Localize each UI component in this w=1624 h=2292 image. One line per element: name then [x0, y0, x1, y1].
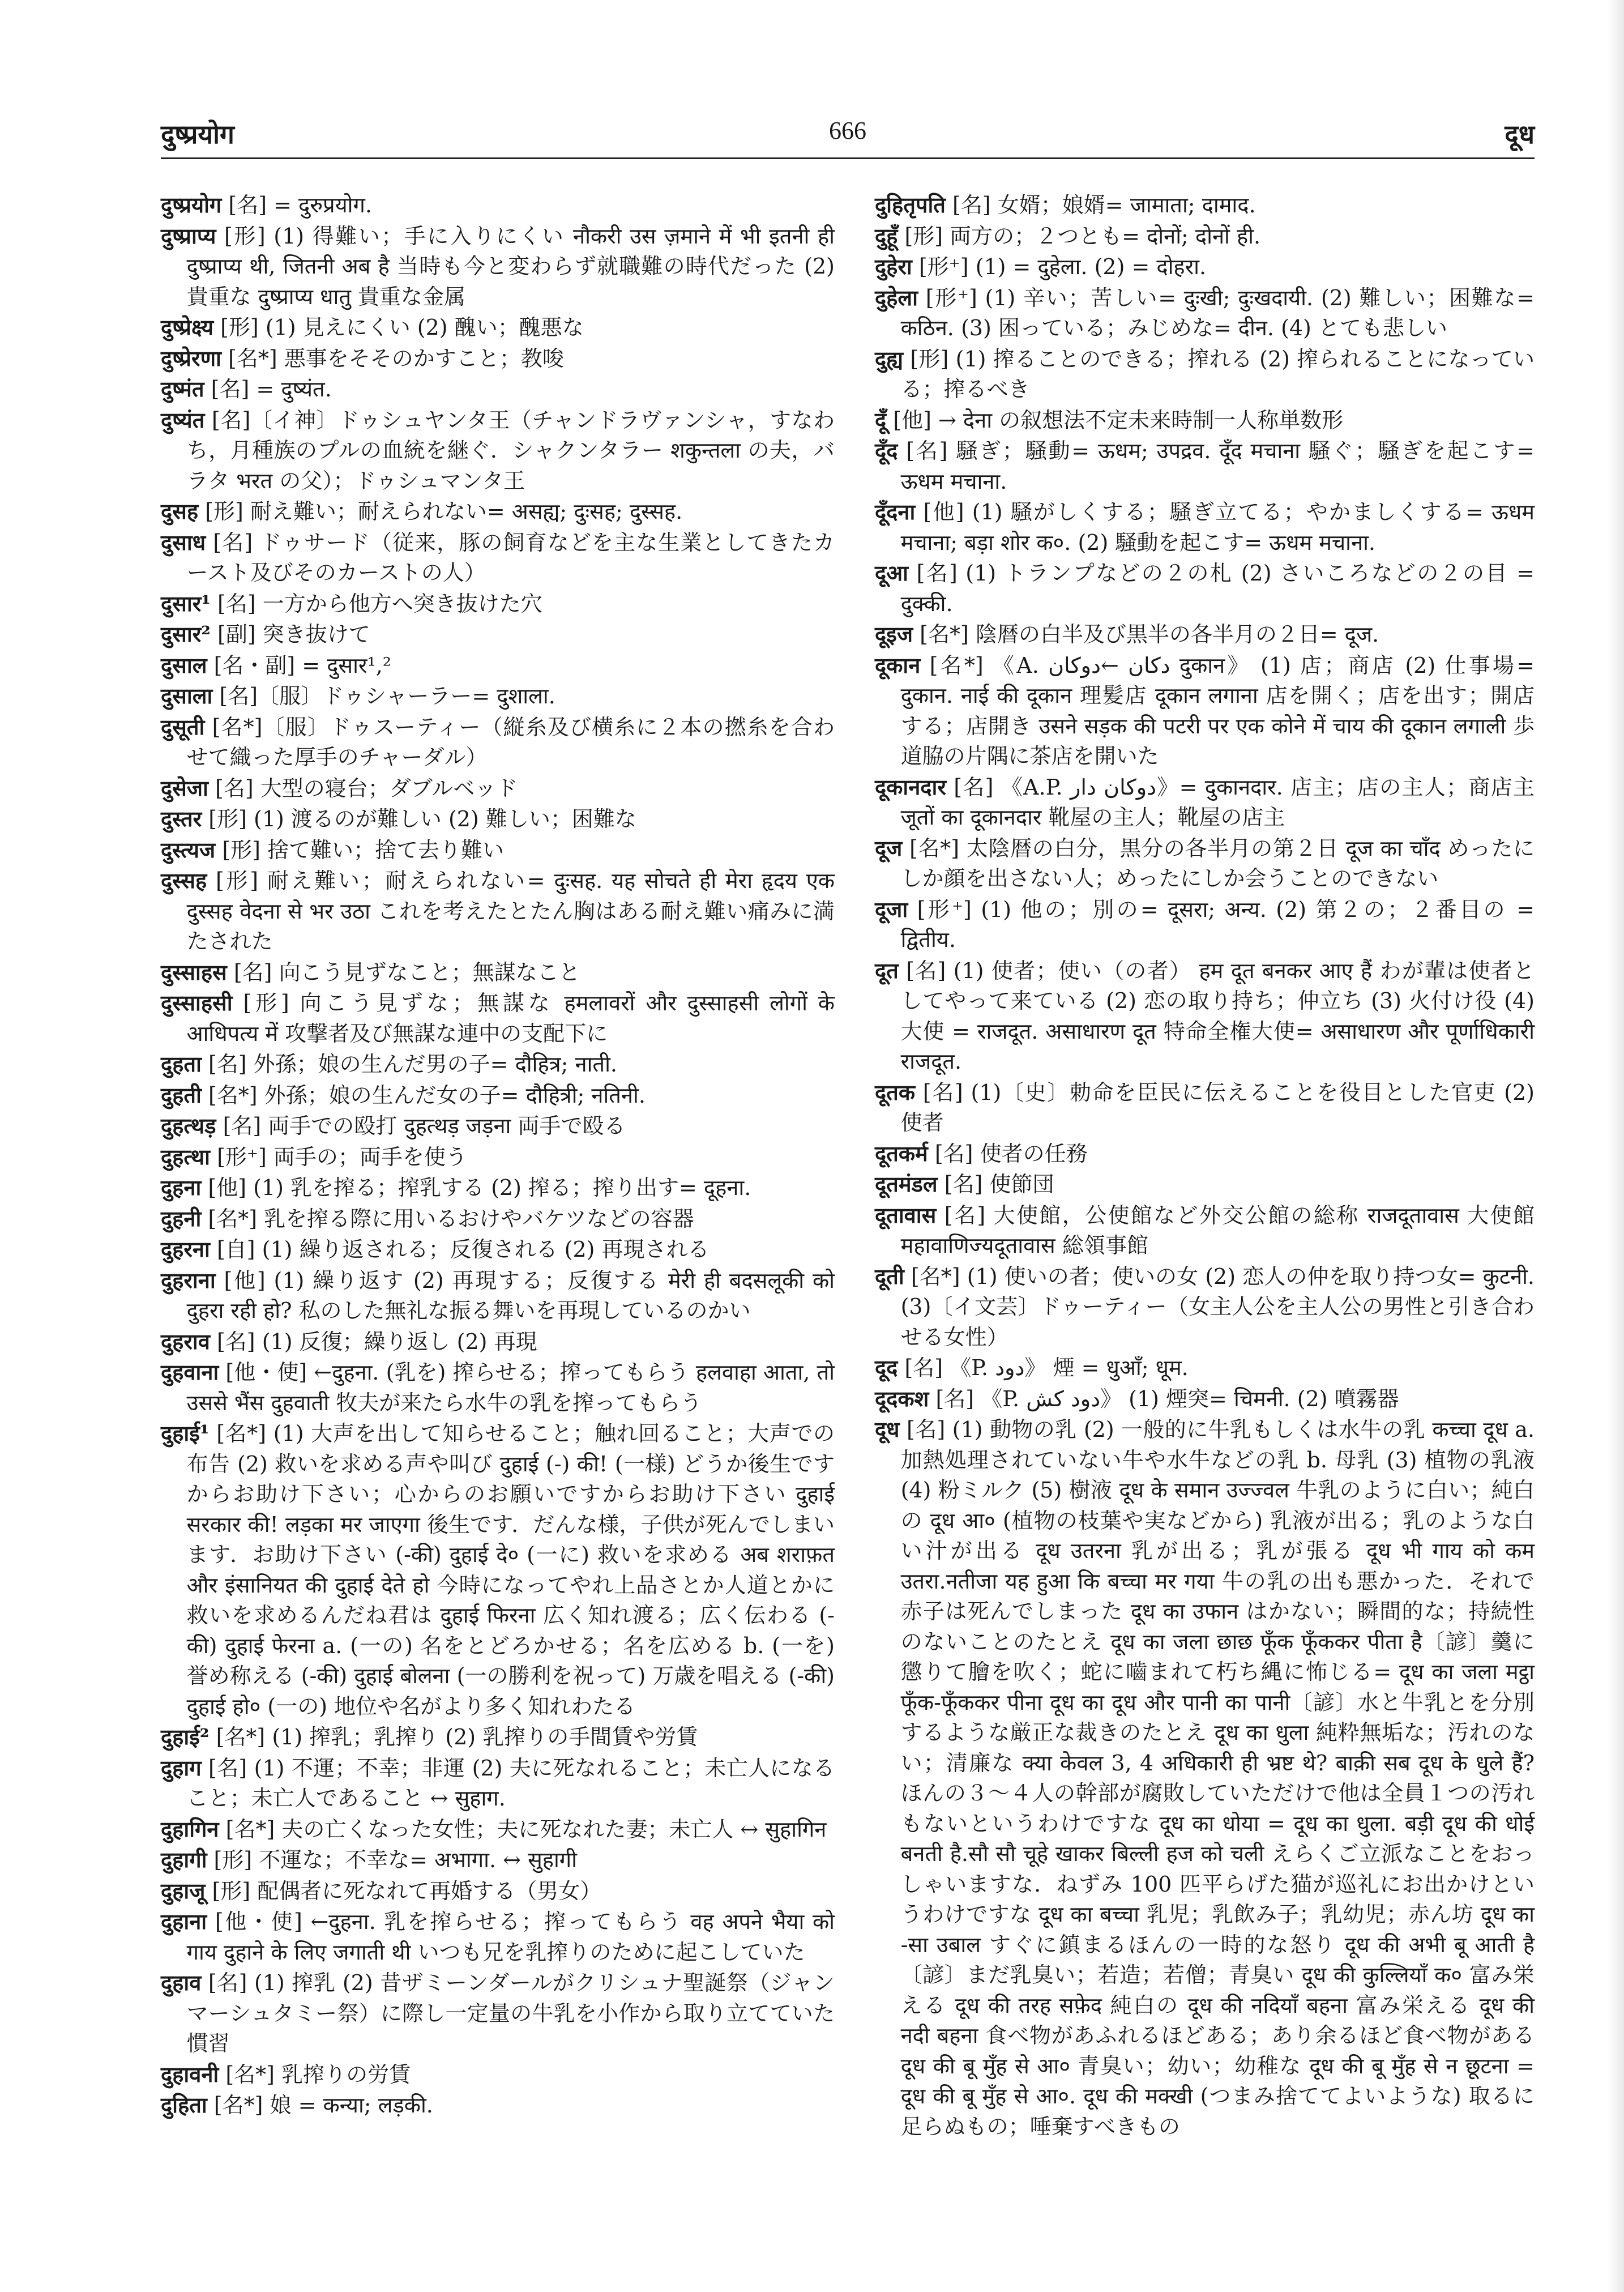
dictionary-entry — [161, 1111, 835, 1142]
definition: [形] 耐え難い；耐えられない= दुःसह. यह सोचते ही मेरा हृदय एक दुस्सह वेदना से भर उठा これを考えたとたん胸はある耐え難い痛みに満たされた — [186, 868, 835, 954]
definition: [名*] 陰暦の白半及び黒半の各半月の２日= दूज. — [920, 622, 1379, 647]
headword: दुस्सह — [161, 868, 207, 893]
definition: [名] = दुरुप्रयोग. — [228, 193, 372, 217]
headword: दुहागी — [161, 1847, 207, 1872]
dictionary-entry — [875, 283, 1535, 344]
headword: दुस्तर — [161, 806, 202, 831]
headword: दूज — [875, 835, 903, 861]
dictionary-entry — [161, 405, 835, 497]
definition: [形⁺] (1) 他の；別の= दूसरा; अन्य. (2) 第２の；２番目の = द्वितीय. — [900, 897, 1535, 952]
definition: [形] 向こう見ずな；無謀な हमलावरों और दुस्साहसी लोगों के आधिपत्य में 攻撃者及び無謀な連中の支配下に — [186, 991, 835, 1046]
dictionary-entry — [161, 1967, 835, 2059]
dictionary-entry — [875, 1169, 1535, 1200]
dictionary-entry — [875, 772, 1535, 833]
headword: दुहूँ — [875, 223, 898, 249]
headword: दूतकर्म — [875, 1140, 928, 1166]
definition: [名] (1)〔史〕勅命を臣民に伝えることを役目とした官吏 (2) 使者 — [900, 1079, 1535, 1135]
dictionary-entry — [161, 374, 835, 405]
definition: [他] (1) 乳を搾る；搾乳する (2) 搾る；搾り出す= दूहना. — [208, 1175, 751, 1200]
headword: दुहवाना — [161, 1359, 219, 1385]
dictionary-entry — [161, 221, 835, 313]
definition: [名・副] = दुसार¹,² — [213, 652, 392, 678]
headword: दुहराव — [161, 1328, 210, 1354]
headword: दुहाना — [161, 1909, 207, 1934]
headword: दूती — [875, 1263, 904, 1289]
definition: [名] (1) 搾乳 (2) 昔ザミーンダールがクリシュナ聖誕祭（ジャンマーシュタミー祭）に際し一定量の牛乳を小作から取り立てていた慣習 — [186, 1970, 835, 2056]
definition: [名*] 悪事をそそのかすこと；教唆 — [228, 345, 564, 371]
dictionary-entry — [161, 343, 835, 374]
definition: [名] (1) 動物の乳 (2) 一般的に牛乳もしくは水牛の乳 कच्चा दूध a. 加熱処理されていない牛や水牛などの乳 b. 母乳 (3) 植物の乳液 (4) 粉ミルク (5) 樹液 दूध के समान उज्ज्वल 牛乳のように白い；純白の दूध आ० (植物の枝葉や実などから) 乳液が出る；乳のような白い汁が出る दूध उतरना 乳が出る；乳が張る दूध भी गाय को कम उतरा.नतीजा यह हुआ कि बच्चा मर गया 牛の乳の出も悪かった．それで赤子は死んでしまった दूध का उफान はかない；瞬間的な；持続性のないことのたとえ दूध का जला छाछ फूँक फूँककर पीता है〔諺〕羹に懲りて膾を吹く；蛇に嚙まれて朽ち縄に怖じる= दूध का जला मट्ठा फूँक-फूँककर पीना दूध का दूध और पानी का पानी〔諺〕水と牛乳とを分別するような厳正な裁きのたとえ दूध का धुला 純粋無垢な；汚れのない；清廉な क्या केवल 3, 4 अधिकारी ही भ्रष्ट थे? बाक़ी सब दूध के धुले हैं? ほんの３〜４人の幹部が腐敗していただけで他は全員１つの汚れもないというわけですな दूध का धोया = दूध का धुला. बड़ी दूध की धोई बनती है.सौ सौ चूहे खाकर बिल्ली हज को चली えらくご立派なことをおっしゃいますな．ねずみ 100 匹平らげた猫が巡礼にお出かけというわけですな दूध का बच्चा 乳児；乳飲み子；乳幼児；赤ん坊 दूध का -सा उबाल すぐに鎮まるほんの一時的な怒り दूध की अभी बू आती है〔諺〕まだ乳臭い；若造；若僧；青臭い दूध की कुल्लियाँ क० 富み栄える दूध की तरह सफ़ेद 純白の दूध की नदियाँ बहना 富み栄える दूध की नदी बहना 食べ物があふれるほどある；あり余るほど食べ物がある दूध की बू मुँह से आ० 青臭い；幼い；幼稚な दूध की बू मुँह से न छूटना = दूध की बू मुँह से आ०. दूध की मक्खी (つまみ捨ててよいような) 取るに足らぬもの；唾棄すべきもの — [900, 1417, 1535, 2139]
headword: दुष्मंत — [161, 376, 204, 402]
definition: [名] 大型の寝台；ダブルベッド — [215, 775, 518, 801]
definition: [名*] 《A. دكان ←دوكان दुकान》 (1) 店；商店 (2) 仕事場= दुकान. नाई की दूकान 理髪店 दूकान लगाना 店を開く；店を出す；開店する；店開き उसने सड़क की पटरी पर एक कोने में चाय की दूकान लगाली 歩道脇の片隅に茶店を開いた — [900, 652, 1535, 769]
headword: दुहना — [161, 1175, 202, 1200]
dictionary-entry — [161, 1265, 835, 1326]
definition: [名*] 夫の亡くなった女性；夫に死なれた妻；未亡人 ↔ सुहागिन — [225, 1816, 827, 1842]
headword: दूद — [875, 1355, 898, 1380]
headword: दुष्प्रेरणा — [161, 345, 221, 371]
headword: दूकानदार — [875, 774, 946, 800]
definition: [形] 両方の；２つとも= दोनों; दोनों ही. — [904, 223, 1261, 249]
dictionary-entry — [875, 405, 1535, 436]
headword: दूआ — [875, 560, 909, 586]
definition: [名]〔イ神〕ドゥシュヤンタ王（チャンドラヴァンシャ，すなわち，月種族のプルの血統を継ぐ．シャクンタラー शकुन्तला の夫，バラタ भरत の父）；ドゥシュマンタ王 — [186, 407, 835, 493]
headword: दुसाल — [161, 652, 207, 678]
dictionary-entry — [161, 1876, 835, 1907]
definition: [名*] (1) 搾乳；乳搾り (2) 乳搾りの手間賃や労賃 — [216, 1725, 698, 1749]
headword: दूकान — [875, 652, 921, 678]
headword: दूतावास — [875, 1202, 937, 1228]
dictionary-entry — [875, 1384, 1535, 1415]
dictionary-entry — [161, 1172, 835, 1203]
headword: दुह्य — [875, 345, 904, 372]
definition: [名*] (1) 大声を出して知らせること；触れ回ること；大声での布告 (2) 救いを求める声や叫び दुहाई (-) की! (一様) どうか後生ですからお助け下さい；心からのお願いですからお助け下さい दुहाई सरकार की! लड़का मर जाएगा 後生です．だんな様，子供が死んでしまいます．お助け下さい (-की) दुहाई दे० (一に) 救いを求める अब शराफ़त और इंसानियत की दुहाई देते हो 今時になってやれ上品さとか人道とかに救いを求めるんだね君は दुहाई फिरना 広く知れ渡る；広く伝わる (-की) दुहाई फेरना a. (一の) 名をとどろかせる；名を広める b. (一を) 誉め称える (-की) दुहाई बोलना (一の勝利を祝って) 万歳を唱える (-की) दुहाई हो० (一の) 地位や名がより多く知れわたる — [186, 1421, 835, 1719]
dictionary-entry — [875, 558, 1535, 619]
dictionary-entry — [161, 1203, 835, 1235]
dictionary-entry — [161, 312, 835, 343]
definition: [形] 耐え難い；耐えられない= असह्य; दुःसह; दुस्सह. — [205, 499, 683, 524]
headword: दुहरना — [161, 1236, 210, 1262]
dictionary-entry — [161, 773, 835, 804]
definition: [形] (1) 得難い；手に入りにくい नौकरी उस ज़माने में भी इतनी ही दुष्प्राप्य थी, जितनी अब है 当時も今と変わらず就職難の時代だった (2) 貴重な दुष्प्राप्य धातु 貴重な金属 — [186, 223, 835, 309]
page-header — [161, 116, 1535, 156]
headword: दूदकश — [875, 1385, 929, 1411]
definition: [名*] 外孫；娘の生んだ女の子= दौहित्री; नतिनी. — [208, 1082, 646, 1108]
definition: [名] 女婿；娘婿= जामाता; दामाद. — [952, 193, 1256, 217]
dictionary-entry — [875, 1138, 1535, 1170]
left-guide-word: दुष्प्रयोग — [161, 119, 234, 150]
definition: [名*] (1) 使いの者；使いの女 (2) 恋人の仲を取り持つ女= कुटनी. (3)〔イ文芸〕ドゥーティー（女主人公を主人公の男性と引き合わせる女性） — [900, 1264, 1535, 1350]
headword: दुस्साहस — [161, 959, 227, 985]
headword: दूजा — [875, 896, 908, 922]
headword: दुहाग — [161, 1755, 202, 1781]
dictionary-entry — [161, 527, 835, 588]
definition: [他・使] ←दुहना. (乳を) 搾らせる；搾ってもらう हलवाहा आता, तो उससे भैंस दुहवाती 牧夫が来たら水牛の乳を搾ってもらう — [186, 1360, 835, 1415]
dictionary-entry — [161, 1906, 835, 1967]
dictionary-entry — [161, 496, 835, 527]
dictionary-entry — [875, 251, 1535, 283]
dictionary-entry — [161, 1049, 835, 1080]
dictionary-entry — [161, 2090, 835, 2121]
page-number: 666 — [829, 117, 866, 144]
dictionary-entry — [161, 865, 835, 957]
headword: दुष्प्रयोग — [161, 192, 222, 217]
headword: दूतक — [875, 1079, 916, 1105]
right-guide-word: दूध — [1505, 119, 1535, 150]
headword: दुसार¹ — [161, 590, 211, 616]
headword: दुसह — [161, 498, 199, 524]
dictionary-entry — [875, 1200, 1535, 1261]
headword: दुहाई² — [161, 1724, 210, 1749]
headword: दुस्साहसी — [161, 990, 233, 1015]
definition: [名] 外孫；娘の生んだ男の子= दौहित्र; नाती. — [208, 1052, 618, 1077]
definition: [名] (1) 反復；繰り返し (2) 再現 — [216, 1329, 537, 1354]
headword: दुहनी — [161, 1205, 202, 1231]
definition: [名] 使節団 — [944, 1172, 1054, 1197]
definition: [名] 《A.P. دوکان دار》= दुकानदार. 店主；店の主人；商店主 जूतों का दूकानदार 靴屋の主人；靴屋の店主 — [900, 774, 1535, 830]
definition: [名*]〔服〕ドゥスーティー（縦糸及び横糸に２本の撚糸を合わせて織った厚手のチャーダル） — [186, 714, 835, 770]
dictionary-entry — [161, 1142, 835, 1173]
definition: [名] ドゥサード（従来，豚の飼育などを主な生業としてきたカースト及びそのカーストの人） — [186, 530, 835, 585]
definition: [形⁺] 両手の；両手を使う — [217, 1144, 467, 1170]
definition: [自] (1) 繰り返される；反復される (2) 再現される — [216, 1237, 710, 1262]
definition: [名] 両手での殴打 दुहत्थड़ जड़ना 両手で殴る — [223, 1113, 626, 1138]
dictionary-entry — [161, 588, 835, 620]
definition: [形] 配偶者に死なれて再婚する（男女） — [212, 1878, 602, 1903]
right-column — [875, 190, 1535, 2142]
headword: दुष्प्रेक्ष्य — [161, 314, 213, 340]
headword: दुसाध — [161, 529, 206, 555]
dictionary-entry — [161, 1814, 835, 1845]
dictionary-entry — [875, 619, 1535, 650]
dictionary-entry — [161, 1326, 835, 1358]
definition: [他・使] ←दुहना. 乳を搾らせる；搾ってもらう वह अपने भैया को गाय दुहाने के लिए जगाती थी いつも兄を乳搾りのために起こしていた — [186, 1909, 835, 1965]
dictionary-entry — [875, 650, 1535, 772]
dictionary-entry — [161, 1357, 835, 1418]
headword: दूँदना — [875, 499, 916, 524]
headword: दुसूती — [161, 714, 205, 740]
dictionary-entry — [161, 1722, 835, 1753]
definition: [名] 使者の任務 — [934, 1141, 1088, 1166]
headword: दुष्प्राप्य — [161, 223, 216, 249]
dictionary-entry — [875, 1077, 1535, 1138]
dictionary-entry — [161, 1845, 835, 1876]
definition: [名] 《P. دود》 煙 = धुआँ; धूम. — [904, 1355, 1189, 1380]
definition: [名] 騒ぎ；騒動= ऊधम; उपद्रव. दूँद मचाना 騒ぐ；騒ぎを起こす= ऊधम मचाना. — [900, 438, 1535, 494]
header-rule — [161, 157, 1535, 159]
dictionary-entry — [161, 1234, 835, 1265]
headword: दूध — [875, 1416, 900, 1442]
definition: [他] → देना の叙想法不定未来時制一人称単数形 — [893, 407, 1344, 433]
headword: दुहत्थड़ — [161, 1113, 216, 1138]
headword: दुहाई¹ — [161, 1420, 210, 1446]
definition: [名*] 娘 = कन्या; लड़की. — [213, 2093, 433, 2118]
dictionary-entry — [161, 988, 835, 1049]
page-edge-shadow — [1607, 0, 1624, 2292]
headword: दुहितृपति — [875, 192, 946, 217]
headword: दुहराना — [161, 1267, 216, 1293]
headword: दूइज — [875, 621, 913, 647]
dictionary-entry — [875, 344, 1535, 405]
definition: [形⁺] (1) 辛い；苦しい= दुःखी; दुःखदायी. (2) 難しい；困難な= कठिन. (3) 困っている；みじめな= दीन. (4) とても悲しい — [900, 285, 1535, 340]
headword: दुस्त्यज — [161, 836, 216, 863]
headword: दुहत्था — [161, 1143, 210, 1170]
headword: दुहाव — [161, 1970, 202, 1995]
definition: [名] (1) トランプなどの２の札 (2) さいころなどの２の目 = दुक्की. — [900, 561, 1535, 616]
headword: दुष्यंत — [161, 407, 205, 433]
dictionary-entry — [161, 619, 835, 650]
dictionary-entry — [161, 835, 835, 866]
definition: [名] (1) 使者；使い（の者） हम दूत बनकर आए हैं わが輩は使者としてやって来ている (2) 恋の取り持ち；仲立ち (3) 火付け役 (4) 大使 = राजदूत. असाधारण दूत 特命全権大使= असाधारण और पूर्णाधिकारी राजदूत. — [900, 958, 1535, 1074]
headword: दुसाला — [161, 683, 213, 708]
definition: [形] (1) 搾ることのできる；搾れる (2) 搾られることになっている；搾るべき — [900, 346, 1535, 402]
definition: [形] 不運な；不幸な= अभागा. ↔ सुहागी — [213, 1847, 578, 1872]
dictionary-entry — [161, 1418, 835, 1722]
headword: दूँद — [875, 438, 898, 463]
definition: [名]〔服〕ドゥシャーラー= दुशाला. — [219, 684, 555, 708]
definition: [名] 向こう見ずなこと；無謀なこと — [233, 959, 580, 985]
left-column — [161, 190, 835, 2121]
definition: [名*] 乳を搾る際に用いるおけやバケツなどの容器 — [208, 1206, 694, 1231]
headword: दुहता — [161, 1051, 202, 1077]
dictionary-entry — [161, 681, 835, 712]
dictionary-entry — [161, 190, 835, 221]
definition: [形] (1) 見えにくい (2) 醜い；醜悪な — [220, 315, 584, 340]
headword: दुसेजा — [161, 775, 208, 801]
dictionary-entry — [161, 2059, 835, 2090]
definition: [他] (1) 騒がしくする；騒ぎ立てる；やかましくする= ऊधम मचाना; बड़ा शोर क०. (2) 騒動を起こす= ऊधम मचाना. — [900, 500, 1535, 555]
headword: दूतमंडल — [875, 1171, 938, 1197]
definition: [名] 大使館，公使館など外交公館の総称 राजदूतावास 大使館 महावाणिज्यदूतावास 総領事館 — [900, 1202, 1535, 1258]
definition: [形⁺] (1) = दुहेला. (2) = दोहरा. — [918, 254, 1207, 279]
headword: दुसार² — [161, 621, 211, 647]
definition: [名] = दुष्यंत. — [211, 377, 332, 402]
dictionary-entry — [875, 1414, 1535, 2142]
dictionary-entry — [161, 804, 835, 835]
dictionary-entry — [161, 712, 835, 773]
dictionary-entry — [161, 1753, 835, 1814]
headword: दुहाजू — [161, 1877, 206, 1903]
headword: दूँ — [875, 407, 887, 433]
dictionary-entry — [161, 1080, 835, 1111]
definition: [名] 《P. دود کش》 (1) 煙突= चिमनी. (2) 噴霧器 — [935, 1386, 1399, 1411]
headword: दुहती — [161, 1082, 202, 1108]
dictionary-entry — [875, 221, 1535, 252]
headword: दुहावनी — [161, 2061, 219, 2087]
definition: [名*] 乳搾りの労賃 — [225, 2061, 411, 2087]
dictionary-entry — [875, 1261, 1535, 1353]
headword: दुहिता — [161, 2092, 207, 2118]
headword: दुहेरा — [875, 254, 912, 279]
dictionary-entry — [161, 957, 835, 988]
dictionary-entry — [875, 894, 1535, 955]
definition: [名*] 太陰暦の白分，黒分の各半月の第２日 दूज का चाँद めったにしか顔を出さない人；めったにしか会うことのできない — [900, 835, 1535, 891]
dictionary-entry — [161, 650, 835, 681]
definition: [名] (1) 不運；不幸；非運 (2) 夫に死なれること；未亡人になること；未亡人であること ↔ सुहाग. — [186, 1755, 835, 1811]
definition: [形] 捨て難い；捨て去り難い — [222, 837, 505, 863]
dictionary-entry — [875, 833, 1535, 894]
dictionary-entry — [875, 497, 1535, 558]
headword: दुहागिन — [161, 1816, 219, 1842]
dictionary-entry — [875, 1352, 1535, 1384]
dictionary-entry — [875, 190, 1535, 221]
headword: दुहेला — [875, 284, 918, 310]
dictionary-entry — [875, 436, 1535, 497]
definition: [他] (1) 繰り返す (2) 再現する；反復する मेरी ही बदसलूकी को दुहरा रही हो? 私のした無礼な振る舞いを再現しているのかい — [186, 1267, 835, 1323]
dictionary-entry — [875, 955, 1535, 1077]
definition: [名] 一方から他方へ突き抜けた穴 — [217, 591, 542, 616]
headword: दूत — [875, 957, 899, 983]
definition: [形] (1) 渡るのが難しい (2) 難しい；困難な — [208, 806, 636, 831]
definition: [副] 突き抜けて — [217, 622, 370, 647]
